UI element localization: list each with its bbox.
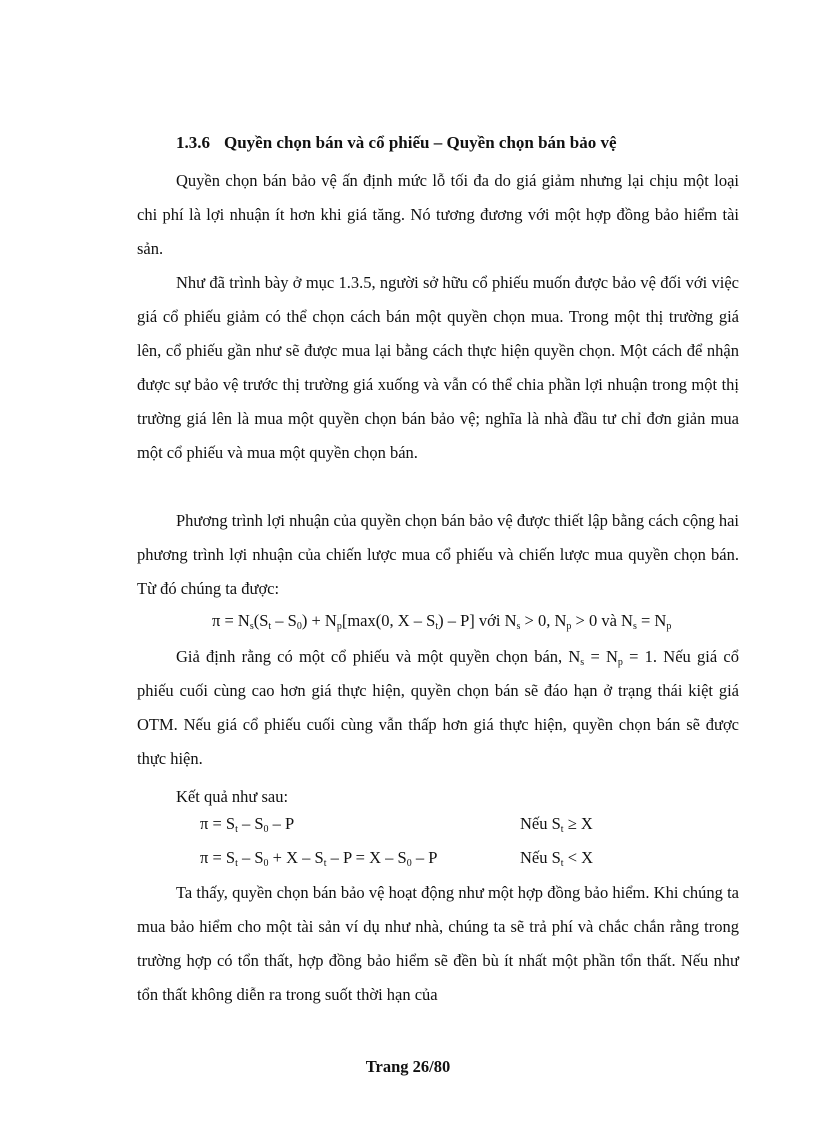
- eq-sub: t: [235, 824, 238, 835]
- paragraph-2: [137, 266, 739, 470]
- eq-sub: t: [560, 824, 564, 835]
- eq-sub: p: [666, 621, 672, 632]
- eq-part: ≥ X: [563, 814, 593, 833]
- text-sub: s: [580, 657, 585, 668]
- section-title: Quyền chọn bán và cổ phiếu – Quyền chọn bán bảo vệ: [224, 133, 617, 152]
- eq-sub: 0: [406, 858, 412, 869]
- eq-part: – P: [268, 814, 295, 833]
- paragraph-text: [137, 640, 739, 776]
- eq-part: Nếu S: [520, 848, 561, 867]
- paragraph-1: [137, 164, 739, 266]
- result-1-formula: [200, 814, 294, 834]
- eq-part: ) + N: [301, 611, 337, 630]
- result-2-condition: [520, 848, 593, 868]
- text-run: = 1. Nếu giá cổ phiếu cuối cùng cao hơn giá thực hiện, quyền chọn bán sẽ đáo hạn ở trạng thái kiệt giá OTM. Nếu giá cổ phiếu cuối cùng vẫn thấp hơn giá thực hiện, quyền chọn bán sẽ được thực hiện.: [137, 647, 739, 768]
- paragraph-5: [137, 780, 739, 814]
- result-1-condition: [520, 814, 593, 834]
- section-heading: [176, 133, 617, 153]
- text-run: Giả định rằng có một cổ phiếu và một quyền chọn bán, N: [176, 647, 581, 666]
- section-number: 1.3.6: [176, 133, 210, 152]
- eq-part: [max(0, X – S: [341, 611, 436, 630]
- eq-part: – S: [237, 848, 264, 867]
- eq-sub: 0: [296, 621, 302, 632]
- eq-sub: s: [249, 621, 254, 632]
- eq-sub: 0: [263, 824, 269, 835]
- eq-part: ) – P] với N: [438, 611, 517, 630]
- eq-part: Nếu S: [520, 814, 561, 833]
- text-run: = N: [584, 647, 618, 666]
- eq-sub: s: [516, 621, 521, 632]
- eq-part: = N: [636, 611, 667, 630]
- eq-part: < X: [563, 848, 594, 867]
- paragraph-text: Như đã trình bày ở mục 1.3.5, người sở hữu cổ phiếu muốn được bảo vệ đối với việc giá cổ phiếu giảm có thể chọn cách bán một quyền chọn mua. Trong một thị trường giá lên, cổ phiếu gần như sẽ được mua lại bằng cách thực hiện quyền chọn. Một cách để nhận được sự bảo vệ trước thị trường giá xuống và vẫn có thể chia phần lợi nhuận trong một thị trường giá lên là mua một quyền chọn bán bảo vệ; nghĩa là nhà đầu tư chỉ đơn giản mua một cổ phiếu và mua một quyền chọn bán.: [137, 273, 739, 462]
- eq-sub: t: [235, 858, 238, 869]
- eq-sub: t: [560, 858, 564, 869]
- eq-part: – S: [271, 611, 297, 630]
- result-2-formula: [200, 848, 437, 868]
- eq-part: π = S: [200, 848, 236, 867]
- paragraph-text: Phương trình lợi nhuận của quyền chọn bán bảo vệ được thiết lập bằng cách cộng hai phương trình lợi nhuận của chiến lược mua cổ phiếu và chiến lược mua quyền chọn bán. Từ đó chúng ta được:: [137, 511, 739, 598]
- eq-sub: s: [632, 621, 637, 632]
- paragraph-3: [137, 504, 739, 606]
- eq-part: > 0, N: [520, 611, 567, 630]
- eq-sub: 0: [263, 858, 269, 869]
- paragraph-text: Quyền chọn bán bảo vệ ấn định mức lỗ tối đa do giá giảm nhưng lại chịu một loại chi phí là lợi nhuận ít hơn khi giá tăng. Nó tương đương với một hợp đồng bảo hiểm tài sản.: [137, 171, 739, 258]
- profit-equation: [212, 611, 671, 631]
- paragraph-text: Ta thấy, quyền chọn bán bảo vệ hoạt động như một hợp đồng bảo hiểm. Khi chúng ta mua bảo hiểm cho một tài sản ví dụ như nhà, chúng ta sẽ trả phí và chắc chắn rằng trong trường hợp có tổn thất, hợp đồng bảo hiểm sẽ đền bù ít nhất một phần tổn thất. Nếu như tổn thất không diễn ra trong suốt thời hạn của: [137, 883, 739, 1004]
- eq-part: + X – S: [268, 848, 324, 867]
- eq-sub: p: [566, 621, 572, 632]
- eq-part: – P: [411, 848, 438, 867]
- eq-part: > 0 và N: [571, 611, 633, 630]
- text-sub: p: [617, 657, 623, 668]
- paragraph-4: [137, 640, 739, 776]
- eq-sub: p: [336, 621, 342, 632]
- page-number-footer: Trang 26/80: [365, 1057, 451, 1076]
- eq-part: π = N: [212, 611, 250, 630]
- eq-part: (S: [253, 611, 269, 630]
- paragraph-text: Kết quả như sau:: [176, 787, 289, 806]
- eq-part: – S: [237, 814, 264, 833]
- eq-sub: t: [268, 621, 272, 632]
- eq-part: – P = X – S: [326, 848, 407, 867]
- eq-sub: t: [435, 621, 439, 632]
- eq-sub: t: [323, 858, 327, 869]
- paragraph-6: [137, 876, 739, 1012]
- eq-part: π = S: [200, 814, 236, 833]
